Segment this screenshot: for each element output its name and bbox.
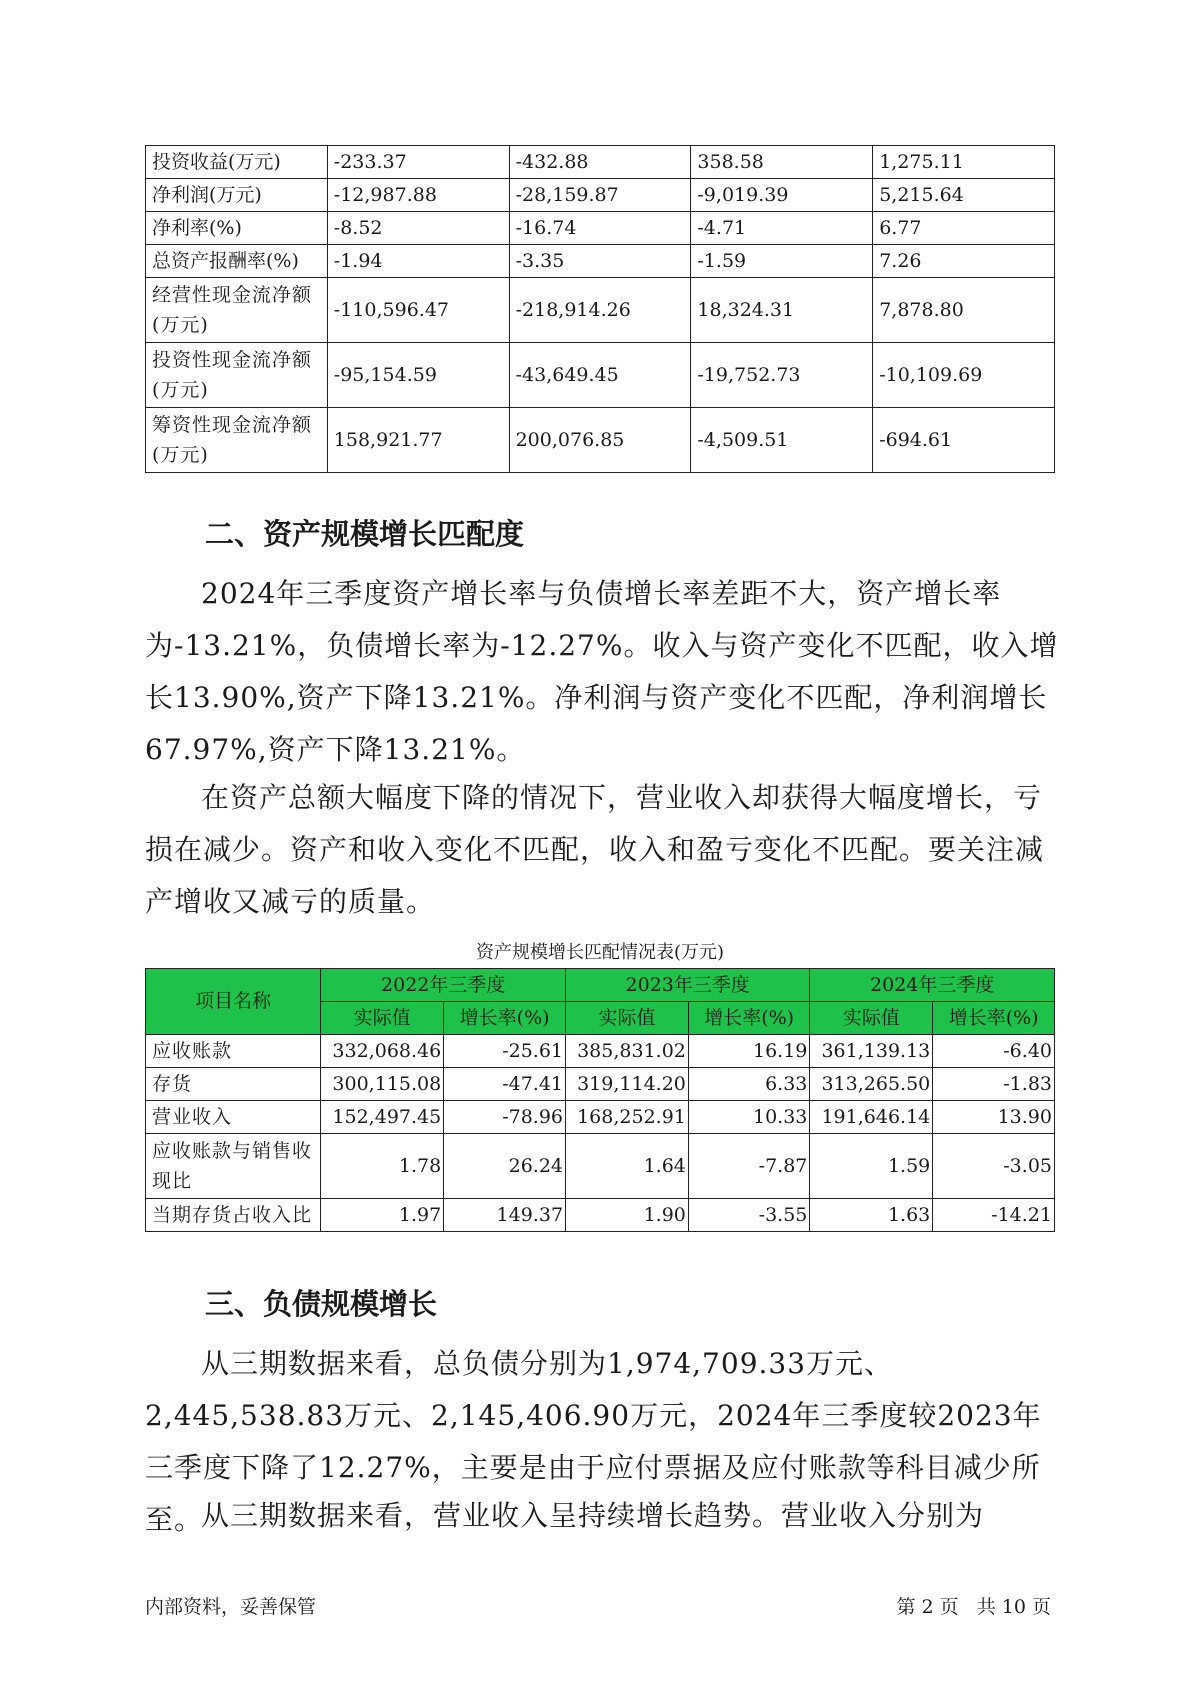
header-actual: 实际值 xyxy=(321,1002,444,1035)
table-row xyxy=(146,1134,1055,1199)
cell-value: -3.35 xyxy=(509,245,691,278)
row-label: 总资产报酬率(%) xyxy=(146,245,328,278)
cell-value: 358.58 xyxy=(691,146,873,179)
cell-value: -95,154.59 xyxy=(327,343,509,408)
cell-value: 168,252.91 xyxy=(566,1101,689,1134)
paragraph: 从三期数据来看，营业收入呈持续增长趋势。营业收入分别为 xyxy=(201,1499,985,1532)
cell-value: -78.96 xyxy=(444,1101,566,1134)
cell-value: 1,275.11 xyxy=(873,146,1055,179)
cell-value: -1.94 xyxy=(327,245,509,278)
cell-value: 332,068.46 xyxy=(321,1035,444,1068)
cell-value: 158,921.77 xyxy=(327,408,509,473)
paragraph: 从三期数据来看，总负债分别为1,974,709.33万元、2,445,538.83万元、2,145,406.90万元，2024年三季度较2023年三季度下降了12.27%，主要是由于应付票据及应付账款等科目减少所至。 xyxy=(145,1347,1042,1536)
page-number: 第 2 页 共 10 页 xyxy=(896,1596,1051,1618)
cell-value: -3.55 xyxy=(688,1199,810,1232)
cell-value: 26.24 xyxy=(444,1134,566,1199)
cell-value: -7.87 xyxy=(688,1134,810,1199)
cell-value: 1.63 xyxy=(810,1199,933,1232)
cell-value: 10.33 xyxy=(688,1101,810,1134)
row-label: 经营性现金流净额(万元) xyxy=(146,278,328,343)
header-growth: 增长率(%) xyxy=(688,1002,810,1035)
cell-value: -4,509.51 xyxy=(691,408,873,473)
header-growth: 增长率(%) xyxy=(933,1002,1055,1035)
cell-value: -694.61 xyxy=(873,408,1055,473)
table-row xyxy=(146,212,1055,245)
cell-value: 149.37 xyxy=(444,1199,566,1232)
section-heading: 二、资产规模增长匹配度 xyxy=(205,517,525,551)
cell-value: -8.52 xyxy=(327,212,509,245)
row-label: 当期存货占收入比 xyxy=(146,1199,321,1232)
row-label: 净利润(万元) xyxy=(146,179,328,212)
cell-value: -233.37 xyxy=(327,146,509,179)
header-period: 2024年三季度 xyxy=(810,969,1055,1002)
table-row xyxy=(146,1068,1055,1101)
row-label: 应收账款与销售收现比 xyxy=(146,1134,321,1199)
cell-value: 1.59 xyxy=(810,1134,933,1199)
row-label: 投资性现金流净额(万元) xyxy=(146,343,328,408)
section-heading: 三、负债规模增长 xyxy=(205,1287,438,1321)
cell-value: -6.40 xyxy=(933,1035,1055,1068)
table-row xyxy=(146,1101,1055,1134)
cell-value: -19,752.73 xyxy=(691,343,873,408)
cell-value: -47.41 xyxy=(444,1068,566,1101)
cell-value: 191,646.14 xyxy=(810,1101,933,1134)
cell-value: 16.19 xyxy=(688,1035,810,1068)
cell-value: -14.21 xyxy=(933,1199,1055,1232)
cell-value: -432.88 xyxy=(509,146,691,179)
cell-value: 6.77 xyxy=(873,212,1055,245)
table-row xyxy=(146,245,1055,278)
row-label: 净利率(%) xyxy=(146,212,328,245)
cell-value: 6.33 xyxy=(688,1068,810,1101)
table-caption: 资产规模增长匹配情况表(万元) xyxy=(475,942,725,963)
table-row xyxy=(146,343,1055,408)
table-row xyxy=(146,408,1055,473)
paragraph: 在资产总额大幅度下降的情况下，营业收入却获得大幅度增长，亏损在减少。资产和收入变化不匹配，收入和盈亏变化不匹配。要关注减产增收又减亏的质量。 xyxy=(145,781,1045,918)
cell-value: 1.78 xyxy=(321,1134,444,1199)
cell-value: -3.05 xyxy=(933,1134,1055,1199)
cell-value: -12,987.88 xyxy=(327,179,509,212)
row-label: 营业收入 xyxy=(146,1101,321,1134)
table-row xyxy=(146,1199,1055,1232)
row-label: 应收账款 xyxy=(146,1035,321,1068)
row-label: 筹资性现金流净额(万元) xyxy=(146,408,328,473)
header-row xyxy=(146,969,1055,1002)
cell-value: 1.90 xyxy=(566,1199,689,1232)
row-label: 投资收益(万元) xyxy=(146,146,328,179)
cell-value: 18,324.31 xyxy=(691,278,873,343)
header-growth: 增长率(%) xyxy=(444,1002,566,1035)
cell-value: -10,109.69 xyxy=(873,343,1055,408)
cell-value: 7,878.80 xyxy=(873,278,1055,343)
cell-value: 385,831.02 xyxy=(566,1035,689,1068)
cell-value: -9,019.39 xyxy=(691,179,873,212)
cell-value: 300,115.08 xyxy=(321,1068,444,1101)
cell-value: 5,215.64 xyxy=(873,179,1055,212)
cell-value: 200,076.85 xyxy=(509,408,691,473)
row-label: 存货 xyxy=(146,1068,321,1101)
cell-value: 361,139.13 xyxy=(810,1035,933,1068)
table-row xyxy=(146,1035,1055,1068)
cell-value: -16.74 xyxy=(509,212,691,245)
table-row xyxy=(146,179,1055,212)
cell-value: 152,497.45 xyxy=(321,1101,444,1134)
cell-value: -28,159.87 xyxy=(509,179,691,212)
cell-value: 1.64 xyxy=(566,1134,689,1199)
footer-note: 内部资料，妥善保管 xyxy=(145,1596,317,1618)
header-actual: 实际值 xyxy=(810,1002,933,1035)
cell-value: 13.90 xyxy=(933,1101,1055,1134)
cell-value: 1.97 xyxy=(321,1199,444,1232)
cell-value: -218,914.26 xyxy=(509,278,691,343)
header-period: 2023年三季度 xyxy=(566,969,810,1002)
table-row xyxy=(146,278,1055,343)
asset-growth-table xyxy=(145,968,1055,1232)
header-actual: 实际值 xyxy=(566,1002,689,1035)
financial-metrics-table xyxy=(145,145,1055,473)
cell-value: -4.71 xyxy=(691,212,873,245)
cell-value: -110,596.47 xyxy=(327,278,509,343)
header-period: 2022年三季度 xyxy=(321,969,566,1002)
paragraph: 2024年三季度资产增长率与负债增长率差距不大，资产增长率为-13.21%，负债增长率为-12.27%。收入与资产变化不匹配，收入增长13.90%,资产下降13.21%。净利润与资产变化不匹配，净利润增长67.97%,资产下降13.21%。 xyxy=(145,577,1059,766)
cell-value: 7.26 xyxy=(873,245,1055,278)
table-row xyxy=(146,146,1055,179)
header-item-name: 项目名称 xyxy=(146,969,321,1035)
cell-value: 319,114.20 xyxy=(566,1068,689,1101)
cell-value: -1.59 xyxy=(691,245,873,278)
cell-value: -25.61 xyxy=(444,1035,566,1068)
cell-value: -1.83 xyxy=(933,1068,1055,1101)
cell-value: -43,649.45 xyxy=(509,343,691,408)
cell-value: 313,265.50 xyxy=(810,1068,933,1101)
